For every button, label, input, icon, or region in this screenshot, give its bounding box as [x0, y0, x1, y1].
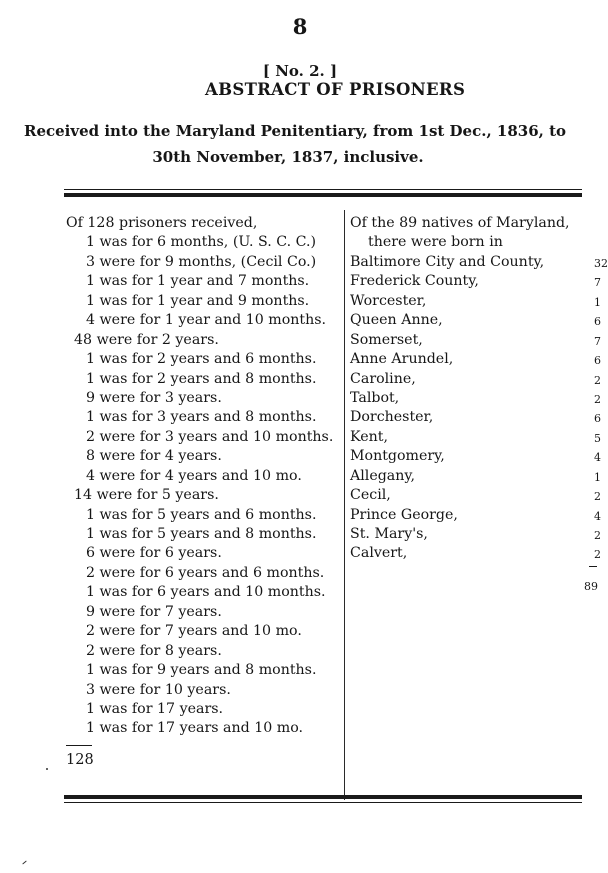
top-rule-thin	[64, 189, 582, 190]
sentence-row: 1 was for 2 years and 8 months.	[86, 370, 317, 387]
sentence-row: 4 were for 1 year and 10 months.	[86, 312, 327, 329]
birthplace-row	[350, 486, 600, 505]
bottom-rule-thin	[64, 802, 582, 803]
birthplace-name: Anne Arundel,	[350, 351, 454, 368]
birthplace-name: Queen Anne,	[350, 312, 443, 329]
birthplace-count: 2	[594, 373, 601, 387]
sentence-row: 9 were for 7 years.	[86, 603, 222, 620]
subtitle-line-1: Received into the Maryland Penitentiary, from 1st Dec., 1836, to	[23, 122, 567, 140]
birthplace-count: 5	[594, 431, 601, 445]
birthplace-count: 2	[594, 548, 601, 562]
birthplace-row	[350, 408, 600, 427]
birthplace-name: Frederick County,	[350, 273, 479, 290]
birthplace-count: 2	[594, 392, 601, 406]
birthplace-count: 6	[594, 315, 601, 329]
birthplace-name: Talbot,	[350, 389, 400, 406]
birthplace-row	[350, 467, 600, 486]
scan-speck	[22, 861, 26, 865]
column-divider	[344, 210, 345, 800]
birthplace-count: 2	[594, 490, 601, 504]
sentence-row: 1 was for 1 year and 7 months.	[86, 273, 310, 290]
birthplace-name: Dorchester,	[350, 409, 434, 426]
birthplace-subheader: there were born in	[368, 234, 503, 251]
sentence-row: 3 were for 9 months, (Cecil Co.)	[86, 253, 317, 270]
birthplace-row	[350, 331, 600, 350]
birthplace-row	[350, 272, 600, 291]
birthplace-count: 4	[594, 509, 601, 523]
right-total-rule	[589, 566, 597, 567]
birthplace-row	[350, 389, 600, 408]
page-number: 8	[292, 14, 308, 39]
birthplace-name: Baltimore City and County,	[350, 253, 545, 270]
sentence-row: 14 were for 5 years.	[74, 487, 219, 504]
sentence-row: 1 was for 17 years and 10 mo.	[86, 720, 304, 737]
birthplace-count: 32	[594, 256, 608, 270]
sentence-row: 2 were for 6 years and 6 months.	[86, 564, 325, 581]
birthplace-row	[350, 544, 600, 563]
sentence-row: 1 was for 5 years and 6 months.	[86, 506, 317, 523]
page-title: ABSTRACT OF PRISONERS	[205, 80, 466, 99]
top-rule-thick	[64, 193, 582, 197]
birthplace-row	[350, 253, 608, 272]
sentences-header: Of 128 prisoners received,	[66, 215, 258, 231]
subtitle-line-2: 30th November, 1837, inclusive.	[152, 148, 424, 166]
birthplace-row	[350, 370, 600, 389]
birthplace-count: 6	[594, 354, 601, 368]
birthplace-total: 89	[584, 580, 598, 593]
birthplace-name: Allegany,	[350, 467, 416, 484]
birthplace-row	[350, 292, 600, 311]
sentence-row: 48 were for 2 years.	[74, 331, 219, 348]
birthplace-count: 7	[594, 334, 601, 348]
left-total-rule	[66, 745, 92, 746]
sentence-row: 2 were for 8 years.	[86, 642, 222, 659]
birthplace-name: Calvert,	[350, 545, 408, 562]
scan-speck	[46, 768, 48, 770]
table-number: [ No. 2. ]	[262, 62, 338, 80]
sentences-column	[66, 214, 344, 739]
birthplace-name: St. Mary's,	[350, 526, 428, 542]
sentence-row: 1 was for 6 years and 10 months.	[86, 584, 326, 601]
sentence-row: 1 was for 3 years and 8 months.	[86, 409, 317, 426]
sentence-row: 1 was for 1 year and 9 months.	[86, 292, 310, 309]
birthplace-row	[350, 428, 600, 447]
birthplace-name: Cecil,	[350, 487, 391, 504]
birthplace-count: 2	[594, 529, 601, 542]
birthplace-count: 4	[594, 451, 601, 465]
birthplace-row	[350, 311, 600, 330]
sentence-row: 1 was for 6 months, (U. S. C. C.)	[86, 234, 317, 251]
bottom-rule-thick	[64, 795, 582, 799]
birthplace-row	[350, 506, 600, 525]
birthplace-name: Caroline,	[350, 370, 416, 387]
birthplace-count: 1	[594, 295, 601, 309]
sentence-row: 8 were for 4 years.	[86, 448, 222, 465]
sentence-row: 1 was for 9 years and 8 months.	[86, 662, 317, 679]
birthplace-header: Of the 89 natives of Maryland,	[350, 215, 570, 231]
birthplace-name: Montgomery,	[350, 448, 445, 465]
birthplace-count: 1	[594, 470, 601, 484]
birthplace-row	[350, 525, 600, 544]
birthplace-row	[350, 447, 600, 466]
sentence-row: 6 were for 6 years.	[86, 545, 222, 562]
sentence-row: 9 were for 3 years.	[86, 389, 222, 406]
sentence-row: 2 were for 3 years and 10 months.	[86, 428, 334, 445]
birthplace-column	[350, 214, 608, 564]
birthplace-row	[350, 350, 600, 369]
sentence-row: 2 were for 7 years and 10 mo.	[86, 623, 302, 640]
birthplace-count: 7	[594, 276, 601, 290]
birthplace-count: 6	[594, 412, 601, 426]
sentence-row: 1 was for 5 years and 8 months.	[86, 526, 317, 542]
sentence-row: 1 was for 17 years.	[86, 700, 224, 717]
sentences-total: 128	[66, 752, 94, 768]
birthplace-name: Somerset,	[350, 331, 423, 348]
birthplace-name: Worcester,	[350, 292, 427, 309]
sentence-row: 3 were for 10 years.	[86, 681, 231, 698]
sentence-row: 4 were for 4 years and 10 mo.	[86, 467, 302, 484]
birthplace-name: Prince George,	[350, 506, 458, 523]
birthplace-name: Kent,	[350, 428, 388, 445]
sentence-row: 1 was for 2 years and 6 months.	[86, 351, 317, 368]
